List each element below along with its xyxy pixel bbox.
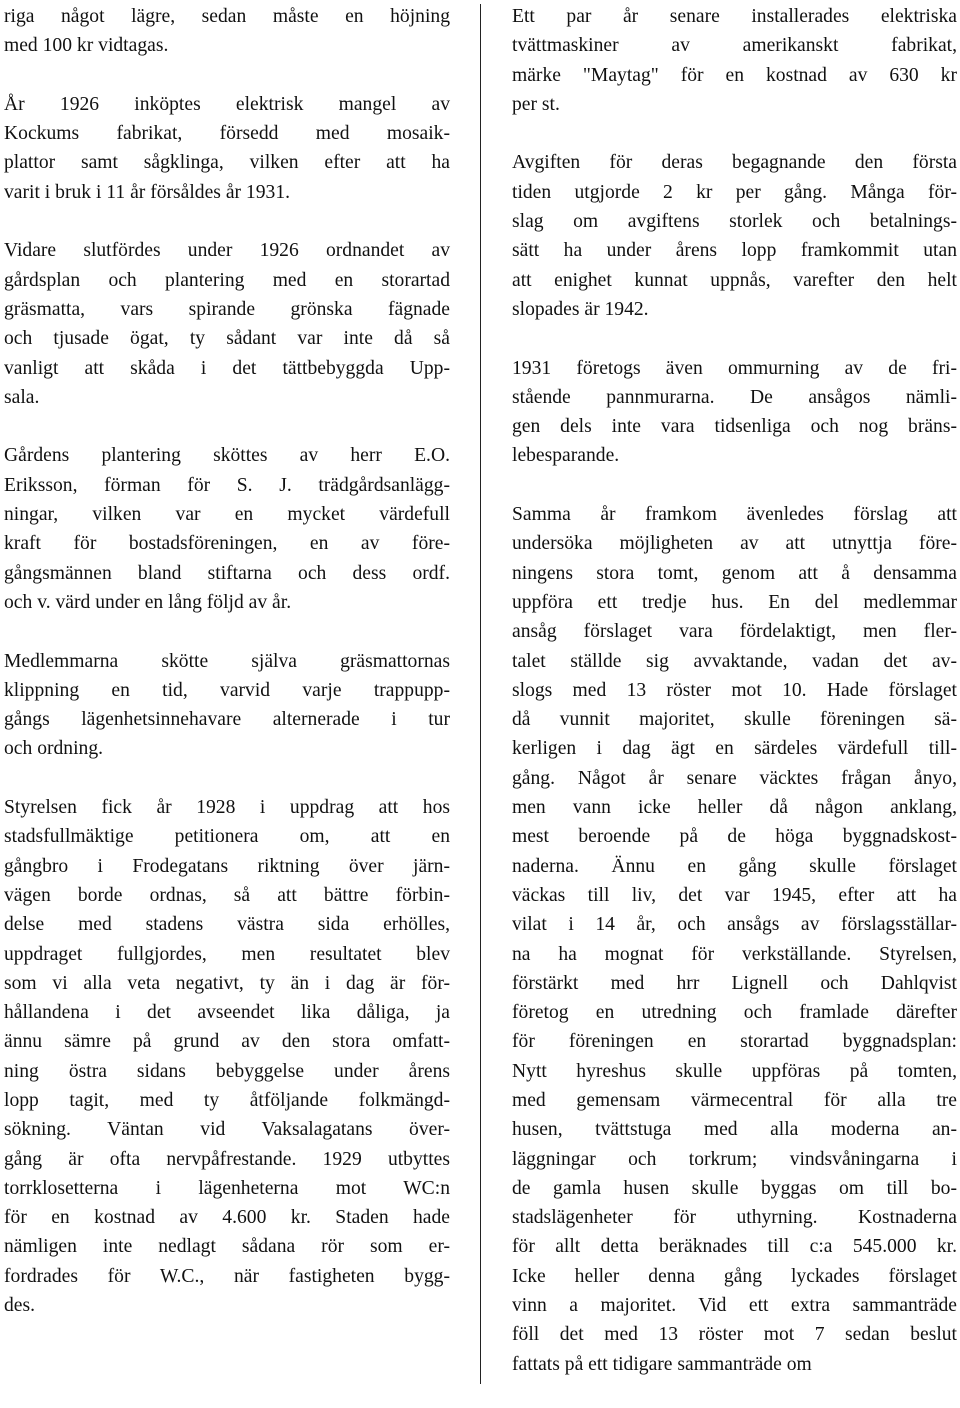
text-line: med gemensam värmecentral för alla tre [512,1089,957,1111]
paragraph [4,647,450,764]
text-line: delse med stadens västra sida erhölles, [4,914,450,936]
paragraph [4,236,450,412]
text-line: ännu sämre på grund av den stora omfatt- [4,1031,450,1053]
text-line: för föreningen en storartad byggnadsplan: [512,1031,957,1053]
text-line: och v. värd under en lång följd av år. [4,591,292,613]
text-line: med 100 kr vidtagas. [4,35,169,57]
text-line: sökning. Väntan vid Vaksalagatans över- [4,1119,450,1141]
text-line: ningar, vilken var en mycket värdefull [4,504,450,526]
text-line: stående pannmurarna. De ansågos nämli- [512,386,957,408]
paragraph [4,2,450,61]
text-line: företog en utredning och framlade därefter [512,1002,957,1024]
text-line: År 1926 inköptes elektrisk mangel av [4,93,450,115]
text-line: ningens stora tomt, genom att å densamma [512,562,957,584]
text-line: men vann icke heller då någon anklang, [512,797,957,819]
text-line: förstärkt med hrr Lignell och Dahlqvist [512,972,957,994]
text-line: mest beroende på de höga byggnadskost- [512,826,957,848]
text-line: vägen borde ordnas, så att bättre förbin- [4,884,450,906]
text-line: tiden utgjorde 2 kr per gång. Många för- [512,181,957,203]
text-line: då vunnit majoritet, skulle föreningen sä- [512,709,957,731]
text-line: slopades är 1942. [512,298,649,320]
text-line: gångbro i Frodegatans riktning över järn- [4,855,450,877]
text-line: för en kostnad av 4.600 kr. Staden hade [4,1207,450,1229]
text-line: talet ställde sig avvaktande, vadan det av- [512,650,957,672]
text-line: kraft för bostadsföreningen, en av före- [4,533,450,555]
text-line: uppdraget fullgjordes, men resultatet blev [4,943,450,965]
text-line: för allt detta beräknades till c:a 545.000 kr. [512,1236,957,1258]
paragraph [512,500,957,1379]
text-line: slogs med 13 röster mot 10. Hade förslaget [512,679,957,701]
text-line: märke "Maytag" för en kostnad av 630 kr [512,64,957,86]
text-line: gårdsplan och plantering med en storartad [4,269,450,291]
text-line: husen, tvättstuga med alla moderna an- [512,1119,957,1141]
text-line: plattor samt sågklinga, vilken efter att ha [4,152,450,174]
text-line: gräsmatta, vars spirande grönska fägnade [4,298,450,320]
text-line: fordrades för W.C., när fastigheten bygg- [4,1265,450,1287]
paragraph [4,793,450,1320]
text-line: de gamla husen skulle byggas om till bo- [512,1177,957,1199]
text-line: Eriksson, förman för S. J. trädgårdsanlägg- [4,474,450,496]
right-column [512,2,957,1408]
text-line: sätt ha under årens lopp framkommit utan [512,240,957,262]
text-line: och tjusade ögat, ty sådant var inte då så [4,328,450,350]
text-line: undersöka möjligheten av att utnyttja före- [512,533,957,555]
text-line: gen dels inte vara tidsenliga och nog bräns- [512,416,957,438]
text-line: kerligen i dag ägt en särdeles värdefull till- [512,738,957,760]
text-line: Styrelsen fick år 1928 i uppdrag att hos [4,797,450,819]
text-line: ansåg förslaget vara fördelaktigt, men fler- [512,621,957,643]
text-line: ning östra sidans bebyggelse under årens [4,1060,450,1082]
text-line: nämligen inte nedlagt sådana rör som er- [4,1236,450,1258]
text-line: att enighet kunnat uppnås, varefter den helt [512,269,957,291]
column-divider [480,4,481,1384]
text-line: tvättmaskiner av amerikanskt fabrikat, [512,35,957,57]
text-line: varit i bruk i 11 år försåldes år 1931. [4,181,291,203]
text-line: gång är ofta nervpåfrestande. 1929 utbyttes [4,1148,450,1170]
text-line: Ett par år senare installerades elektriska [512,6,957,27]
text-line: lebesparande. [512,445,620,467]
text-line: per st. [512,93,560,115]
text-line: hållandena i det avseendet lika dåliga, ja [4,1002,450,1024]
text-line: fattats på ett tidigare sammanträde om [512,1353,812,1375]
text-line: sala. [4,386,40,408]
text-line: vinn a majoritet. Vid ett extra sammanträde [512,1295,957,1317]
text-line: läggningar och torkrum; vindsvåningarna i [512,1148,957,1170]
text-line: Kockums fabrikat, försedd med mosaik- [4,123,450,145]
text-line: Nytt hyreshus skulle uppföras på tomten, [512,1060,957,1082]
paragraph [512,354,957,471]
text-line: Avgiften för deras begagnande den första [512,152,957,174]
text-line: stadsfullmäktige petitionera om, att en [4,826,450,848]
text-line: na ha mognat för verkställande. Styrelsen, [512,943,957,965]
text-line: riga något lägre, sedan måste en höjning [4,6,450,27]
text-line: 1931 företogs även ommurning av de fri- [512,357,957,379]
text-line: väckas till liv, det var 1945, efter att ha [512,884,957,906]
text-line: och ordning. [4,738,104,760]
text-line: gångs lägenhetsinnehavare alternerade i tur [4,709,450,731]
text-line: gång. Något år senare väcktes frågan ånyo, [512,767,957,789]
text-line: som vi alla veta negativt, ty än i dag är för- [4,972,450,994]
text-line: föll det med 13 röster mot 7 sedan beslut [512,1324,957,1346]
text-line: Gårdens plantering sköttes av herr E.O. [4,445,450,467]
text-line: lopp tagit, med ty åtföljande folkmängd- [4,1089,450,1111]
text-line: klippning en tid, varvid varje trappupp- [4,679,450,701]
text-line: uppföra ett tredje hus. En del medlemmar [512,591,957,613]
text-line: vilat i 14 år, och ansågs av förslagsställar- [512,914,957,936]
text-line: gångsmännen bland stiftarna och dess ordf. [4,562,450,584]
text-line: Vidare slutfördes under 1926 ordnandet av [4,240,450,262]
text-line: slag om avgiftens storlek och betalnings- [512,211,957,233]
text-line: torrklosetterna i lägenheterna mot WC:n [4,1177,450,1199]
text-line: vanligt att skåda i det tättbebyggda Upp- [4,357,450,379]
text-line: Icke heller denna gång lyckades förslaget [512,1265,957,1287]
text-line: des. [4,1295,36,1317]
text-line: naderna. Ännu en gång skulle förslaget [512,855,957,877]
left-column [4,2,450,1350]
paragraph [512,2,957,119]
paragraph [512,148,957,324]
paragraph [4,441,450,617]
text-line: Medlemmarna skötte själva gräsmattornas [4,650,450,672]
text-line: stadslägenheter för uthyrning. Kostnaderna [512,1207,957,1229]
paragraph [4,90,450,207]
text-line: Samma år framkom ävenledes förslag att [512,504,957,526]
